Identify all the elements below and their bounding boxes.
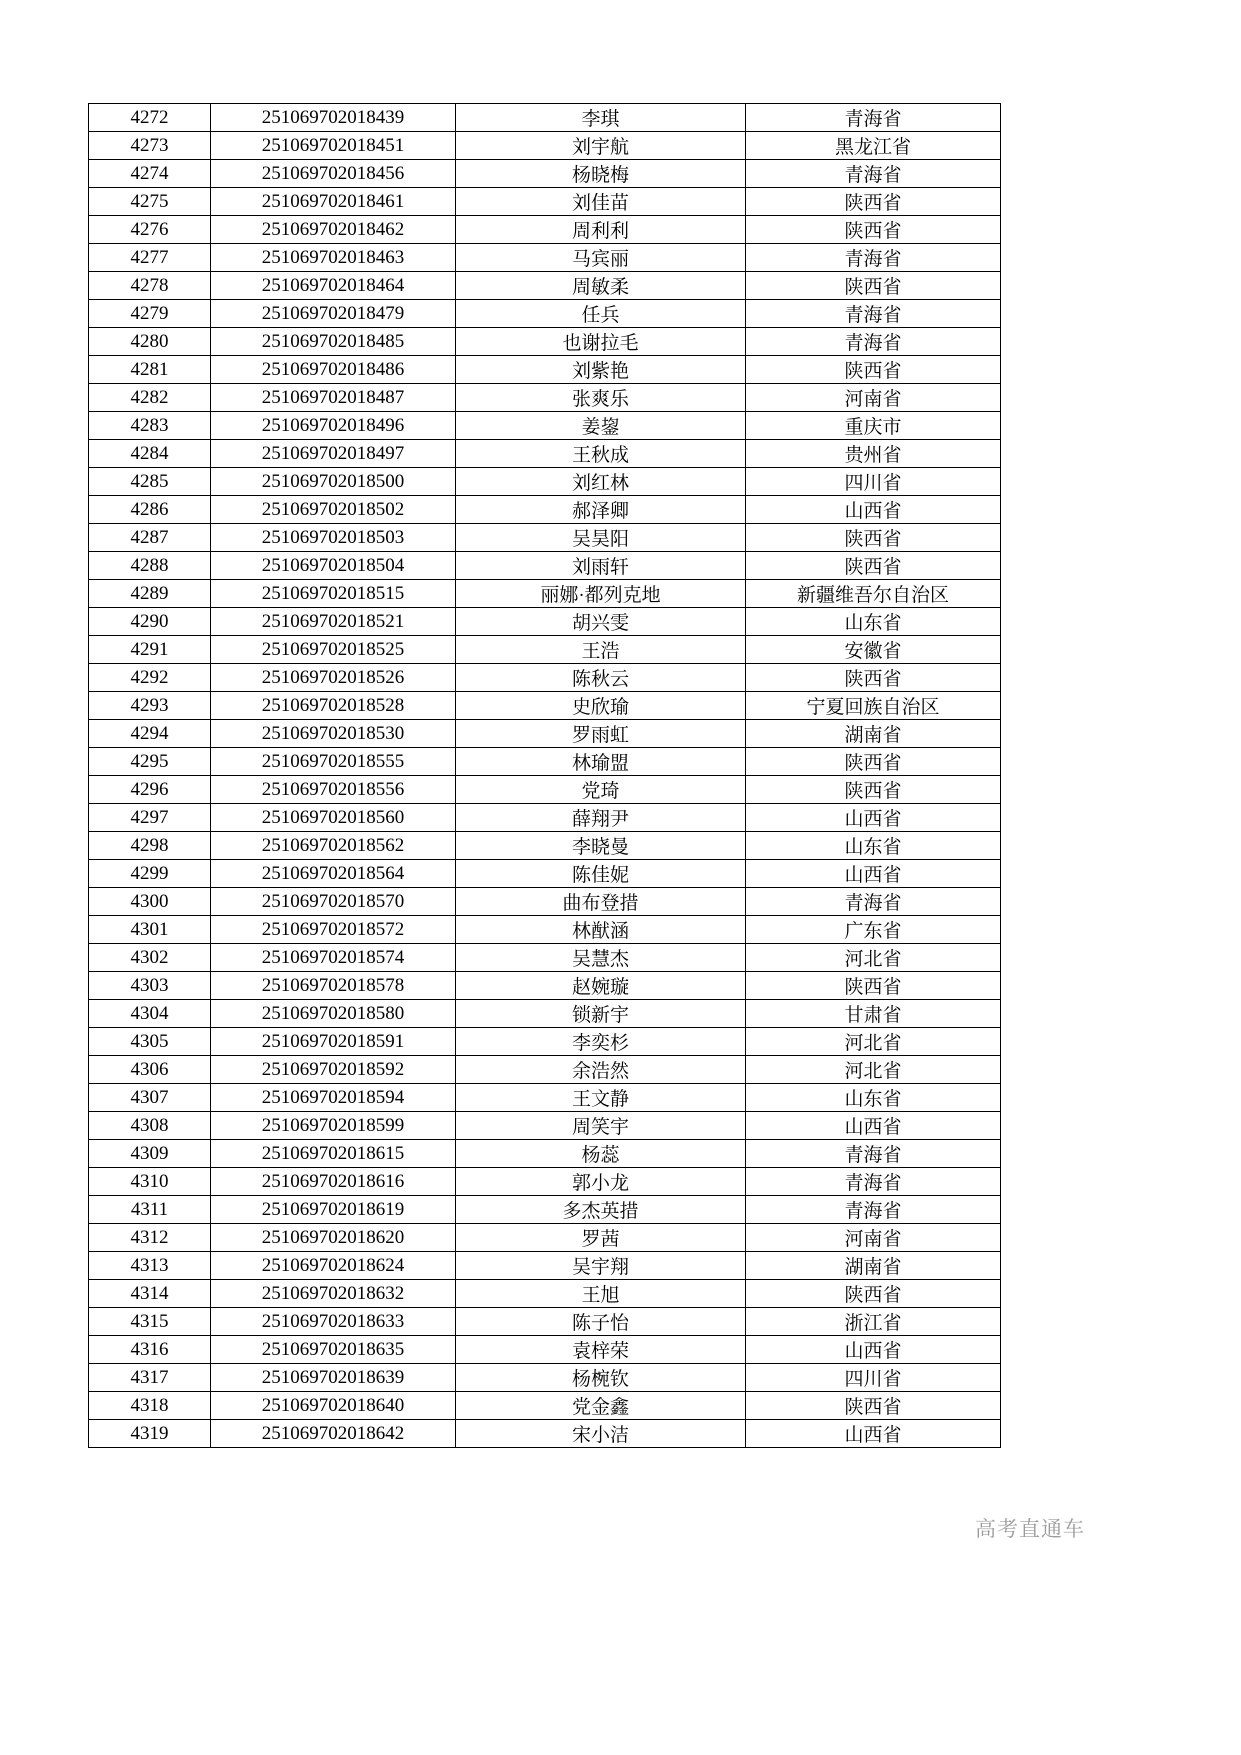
table-row bbox=[89, 692, 1001, 720]
cell-index: 4293 bbox=[89, 692, 211, 720]
cell-index: 4281 bbox=[89, 356, 211, 384]
cell-name: 周利利 bbox=[456, 216, 746, 244]
cell-name: 宋小洁 bbox=[456, 1420, 746, 1448]
cell-index: 4306 bbox=[89, 1056, 211, 1084]
cell-name: 刘佳苗 bbox=[456, 188, 746, 216]
cell-exam_number: 251069702018497 bbox=[211, 440, 456, 468]
cell-province: 陕西省 bbox=[746, 272, 1001, 300]
cell-province: 青海省 bbox=[746, 244, 1001, 272]
table-row bbox=[89, 1196, 1001, 1224]
cell-name: 罗茜 bbox=[456, 1224, 746, 1252]
cell-exam_number: 251069702018555 bbox=[211, 748, 456, 776]
table-row bbox=[89, 328, 1001, 356]
cell-exam_number: 251069702018521 bbox=[211, 608, 456, 636]
cell-name: 马宾丽 bbox=[456, 244, 746, 272]
cell-name: 史欣瑜 bbox=[456, 692, 746, 720]
cell-province: 陕西省 bbox=[746, 972, 1001, 1000]
cell-name: 党金鑫 bbox=[456, 1392, 746, 1420]
cell-exam_number: 251069702018620 bbox=[211, 1224, 456, 1252]
table-row bbox=[89, 1028, 1001, 1056]
cell-index: 4277 bbox=[89, 244, 211, 272]
cell-exam_number: 251069702018594 bbox=[211, 1084, 456, 1112]
table-row bbox=[89, 272, 1001, 300]
cell-index: 4287 bbox=[89, 524, 211, 552]
cell-name: 刘宇航 bbox=[456, 132, 746, 160]
cell-exam_number: 251069702018503 bbox=[211, 524, 456, 552]
table-row bbox=[89, 1280, 1001, 1308]
cell-index: 4286 bbox=[89, 496, 211, 524]
cell-province: 湖南省 bbox=[746, 720, 1001, 748]
cell-name: 杨椀钦 bbox=[456, 1364, 746, 1392]
table-row bbox=[89, 1140, 1001, 1168]
cell-province: 山西省 bbox=[746, 804, 1001, 832]
cell-name: 薛翔尹 bbox=[456, 804, 746, 832]
table-row bbox=[89, 1056, 1001, 1084]
cell-name: 李琪 bbox=[456, 104, 746, 132]
table-row bbox=[89, 496, 1001, 524]
cell-province: 山西省 bbox=[746, 1336, 1001, 1364]
cell-name: 任兵 bbox=[456, 300, 746, 328]
cell-name: 吴宇翔 bbox=[456, 1252, 746, 1280]
table-row bbox=[89, 776, 1001, 804]
cell-province: 重庆市 bbox=[746, 412, 1001, 440]
cell-index: 4276 bbox=[89, 216, 211, 244]
cell-index: 4285 bbox=[89, 468, 211, 496]
cell-exam_number: 251069702018639 bbox=[211, 1364, 456, 1392]
cell-index: 4307 bbox=[89, 1084, 211, 1112]
cell-exam_number: 251069702018504 bbox=[211, 552, 456, 580]
cell-exam_number: 251069702018615 bbox=[211, 1140, 456, 1168]
cell-name: 杨晓梅 bbox=[456, 160, 746, 188]
cell-index: 4282 bbox=[89, 384, 211, 412]
cell-index: 4309 bbox=[89, 1140, 211, 1168]
table-row bbox=[89, 132, 1001, 160]
cell-exam_number: 251069702018461 bbox=[211, 188, 456, 216]
cell-exam_number: 251069702018574 bbox=[211, 944, 456, 972]
cell-exam_number: 251069702018619 bbox=[211, 1196, 456, 1224]
table-row bbox=[89, 1084, 1001, 1112]
table-row bbox=[89, 468, 1001, 496]
table-row bbox=[89, 1308, 1001, 1336]
table-row bbox=[89, 1392, 1001, 1420]
table-row bbox=[89, 804, 1001, 832]
cell-exam_number: 251069702018572 bbox=[211, 916, 456, 944]
table-row bbox=[89, 972, 1001, 1000]
table-row bbox=[89, 1364, 1001, 1392]
cell-province: 陕西省 bbox=[746, 552, 1001, 580]
table-row bbox=[89, 524, 1001, 552]
cell-province: 四川省 bbox=[746, 1364, 1001, 1392]
cell-index: 4302 bbox=[89, 944, 211, 972]
cell-name: 刘雨轩 bbox=[456, 552, 746, 580]
cell-exam_number: 251069702018464 bbox=[211, 272, 456, 300]
cell-name: 王旭 bbox=[456, 1280, 746, 1308]
cell-index: 4297 bbox=[89, 804, 211, 832]
cell-name: 周笑宇 bbox=[456, 1112, 746, 1140]
cell-exam_number: 251069702018485 bbox=[211, 328, 456, 356]
cell-exam_number: 251069702018599 bbox=[211, 1112, 456, 1140]
cell-province: 广东省 bbox=[746, 916, 1001, 944]
cell-index: 4279 bbox=[89, 300, 211, 328]
cell-province: 山西省 bbox=[746, 1112, 1001, 1140]
cell-exam_number: 251069702018526 bbox=[211, 664, 456, 692]
cell-index: 4283 bbox=[89, 412, 211, 440]
cell-index: 4305 bbox=[89, 1028, 211, 1056]
table-row bbox=[89, 1112, 1001, 1140]
cell-index: 4314 bbox=[89, 1280, 211, 1308]
cell-name: 林猷涵 bbox=[456, 916, 746, 944]
cell-province: 青海省 bbox=[746, 888, 1001, 916]
cell-exam_number: 251069702018642 bbox=[211, 1420, 456, 1448]
cell-index: 4284 bbox=[89, 440, 211, 468]
cell-province: 四川省 bbox=[746, 468, 1001, 496]
cell-province: 河北省 bbox=[746, 1028, 1001, 1056]
cell-province: 陕西省 bbox=[746, 524, 1001, 552]
cell-index: 4295 bbox=[89, 748, 211, 776]
cell-name: 王文静 bbox=[456, 1084, 746, 1112]
cell-name: 张爽乐 bbox=[456, 384, 746, 412]
cell-index: 4319 bbox=[89, 1420, 211, 1448]
cell-index: 4303 bbox=[89, 972, 211, 1000]
cell-name: 王秋成 bbox=[456, 440, 746, 468]
cell-index: 4288 bbox=[89, 552, 211, 580]
cell-province: 陕西省 bbox=[746, 188, 1001, 216]
cell-exam_number: 251069702018528 bbox=[211, 692, 456, 720]
cell-province: 河南省 bbox=[746, 384, 1001, 412]
table-row bbox=[89, 720, 1001, 748]
cell-province: 山西省 bbox=[746, 496, 1001, 524]
table-row bbox=[89, 216, 1001, 244]
cell-index: 4315 bbox=[89, 1308, 211, 1336]
table-row bbox=[89, 356, 1001, 384]
cell-exam_number: 251069702018556 bbox=[211, 776, 456, 804]
cell-name: 多杰英措 bbox=[456, 1196, 746, 1224]
watermark-text: 高考直通车 bbox=[975, 1518, 1085, 1541]
cell-exam_number: 251069702018479 bbox=[211, 300, 456, 328]
cell-index: 4278 bbox=[89, 272, 211, 300]
cell-index: 4294 bbox=[89, 720, 211, 748]
cell-index: 4280 bbox=[89, 328, 211, 356]
cell-province: 甘肃省 bbox=[746, 1000, 1001, 1028]
cell-index: 4304 bbox=[89, 1000, 211, 1028]
cell-exam_number: 251069702018560 bbox=[211, 804, 456, 832]
table-row bbox=[89, 160, 1001, 188]
cell-exam_number: 251069702018487 bbox=[211, 384, 456, 412]
cell-index: 4274 bbox=[89, 160, 211, 188]
cell-exam_number: 251069702018578 bbox=[211, 972, 456, 1000]
cell-province: 山西省 bbox=[746, 860, 1001, 888]
cell-exam_number: 251069702018456 bbox=[211, 160, 456, 188]
cell-exam_number: 251069702018496 bbox=[211, 412, 456, 440]
cell-exam_number: 251069702018633 bbox=[211, 1308, 456, 1336]
cell-province: 陕西省 bbox=[746, 776, 1001, 804]
table-row bbox=[89, 1420, 1001, 1448]
cell-exam_number: 251069702018632 bbox=[211, 1280, 456, 1308]
table-body bbox=[89, 104, 1001, 1448]
table-row bbox=[89, 300, 1001, 328]
cell-name: 余浩然 bbox=[456, 1056, 746, 1084]
cell-province: 青海省 bbox=[746, 1196, 1001, 1224]
cell-name: 胡兴雯 bbox=[456, 608, 746, 636]
cell-index: 4301 bbox=[89, 916, 211, 944]
cell-exam_number: 251069702018580 bbox=[211, 1000, 456, 1028]
cell-index: 4291 bbox=[89, 636, 211, 664]
cell-name: 曲布登措 bbox=[456, 888, 746, 916]
cell-province: 河南省 bbox=[746, 1224, 1001, 1252]
cell-province: 湖南省 bbox=[746, 1252, 1001, 1280]
cell-province: 安徽省 bbox=[746, 636, 1001, 664]
cell-province: 新疆维吾尔自治区 bbox=[746, 580, 1001, 608]
cell-province: 陕西省 bbox=[746, 216, 1001, 244]
cell-province: 陕西省 bbox=[746, 1392, 1001, 1420]
cell-exam_number: 251069702018515 bbox=[211, 580, 456, 608]
candidate-roster-table bbox=[88, 103, 1001, 1448]
cell-province: 山西省 bbox=[746, 1420, 1001, 1448]
cell-province: 青海省 bbox=[746, 104, 1001, 132]
cell-exam_number: 251069702018486 bbox=[211, 356, 456, 384]
cell-province: 河北省 bbox=[746, 1056, 1001, 1084]
table-row bbox=[89, 664, 1001, 692]
cell-name: 郭小龙 bbox=[456, 1168, 746, 1196]
table-row bbox=[89, 608, 1001, 636]
cell-index: 4311 bbox=[89, 1196, 211, 1224]
table-row bbox=[89, 916, 1001, 944]
cell-name: 刘红林 bbox=[456, 468, 746, 496]
table-row bbox=[89, 860, 1001, 888]
cell-province: 浙江省 bbox=[746, 1308, 1001, 1336]
cell-exam_number: 251069702018439 bbox=[211, 104, 456, 132]
table-row bbox=[89, 1168, 1001, 1196]
cell-name: 丽娜·都列克地 bbox=[456, 580, 746, 608]
cell-exam_number: 251069702018616 bbox=[211, 1168, 456, 1196]
cell-name: 刘紫艳 bbox=[456, 356, 746, 384]
table-row bbox=[89, 188, 1001, 216]
cell-exam_number: 251069702018525 bbox=[211, 636, 456, 664]
cell-name: 吴慧杰 bbox=[456, 944, 746, 972]
cell-index: 4290 bbox=[89, 608, 211, 636]
cell-exam_number: 251069702018624 bbox=[211, 1252, 456, 1280]
table-row bbox=[89, 104, 1001, 132]
cell-name: 陈秋云 bbox=[456, 664, 746, 692]
cell-province: 青海省 bbox=[746, 1140, 1001, 1168]
table-row bbox=[89, 440, 1001, 468]
cell-exam_number: 251069702018592 bbox=[211, 1056, 456, 1084]
cell-exam_number: 251069702018640 bbox=[211, 1392, 456, 1420]
cell-province: 陕西省 bbox=[746, 748, 1001, 776]
cell-name: 陈子怡 bbox=[456, 1308, 746, 1336]
cell-name: 王浩 bbox=[456, 636, 746, 664]
cell-name: 李奕杉 bbox=[456, 1028, 746, 1056]
table-row bbox=[89, 244, 1001, 272]
cell-province: 陕西省 bbox=[746, 1280, 1001, 1308]
cell-province: 陕西省 bbox=[746, 664, 1001, 692]
cell-province: 陕西省 bbox=[746, 356, 1001, 384]
cell-province: 河北省 bbox=[746, 944, 1001, 972]
table-row bbox=[89, 944, 1001, 972]
cell-name: 李晓曼 bbox=[456, 832, 746, 860]
table-row bbox=[89, 552, 1001, 580]
cell-province: 山东省 bbox=[746, 1084, 1001, 1112]
cell-index: 4272 bbox=[89, 104, 211, 132]
cell-exam_number: 251069702018451 bbox=[211, 132, 456, 160]
cell-index: 4289 bbox=[89, 580, 211, 608]
cell-name: 袁梓荣 bbox=[456, 1336, 746, 1364]
cell-index: 4313 bbox=[89, 1252, 211, 1280]
cell-province: 青海省 bbox=[746, 160, 1001, 188]
cell-province: 黑龙江省 bbox=[746, 132, 1001, 160]
cell-exam_number: 251069702018502 bbox=[211, 496, 456, 524]
cell-province: 山东省 bbox=[746, 832, 1001, 860]
cell-index: 4292 bbox=[89, 664, 211, 692]
cell-index: 4316 bbox=[89, 1336, 211, 1364]
cell-index: 4300 bbox=[89, 888, 211, 916]
cell-province: 山东省 bbox=[746, 608, 1001, 636]
table-row bbox=[89, 1252, 1001, 1280]
cell-index: 4308 bbox=[89, 1112, 211, 1140]
cell-name: 罗雨虹 bbox=[456, 720, 746, 748]
cell-name: 林瑜盟 bbox=[456, 748, 746, 776]
cell-name: 姜鋆 bbox=[456, 412, 746, 440]
cell-index: 4298 bbox=[89, 832, 211, 860]
table-row bbox=[89, 636, 1001, 664]
table-row bbox=[89, 888, 1001, 916]
cell-name: 陈佳妮 bbox=[456, 860, 746, 888]
cell-name: 杨蕊 bbox=[456, 1140, 746, 1168]
cell-exam_number: 251069702018570 bbox=[211, 888, 456, 916]
cell-province: 青海省 bbox=[746, 1168, 1001, 1196]
cell-name: 周敏柔 bbox=[456, 272, 746, 300]
cell-exam_number: 251069702018462 bbox=[211, 216, 456, 244]
cell-index: 4273 bbox=[89, 132, 211, 160]
cell-exam_number: 251069702018530 bbox=[211, 720, 456, 748]
cell-exam_number: 251069702018564 bbox=[211, 860, 456, 888]
cell-index: 4299 bbox=[89, 860, 211, 888]
cell-name: 党琦 bbox=[456, 776, 746, 804]
table-row bbox=[89, 1000, 1001, 1028]
table-row bbox=[89, 384, 1001, 412]
cell-index: 4275 bbox=[89, 188, 211, 216]
cell-name: 也谢拉毛 bbox=[456, 328, 746, 356]
cell-province: 宁夏回族自治区 bbox=[746, 692, 1001, 720]
cell-name: 郝泽卿 bbox=[456, 496, 746, 524]
cell-province: 青海省 bbox=[746, 328, 1001, 356]
cell-exam_number: 251069702018463 bbox=[211, 244, 456, 272]
table-row bbox=[89, 748, 1001, 776]
cell-exam_number: 251069702018635 bbox=[211, 1336, 456, 1364]
table-row bbox=[89, 832, 1001, 860]
table-row bbox=[89, 412, 1001, 440]
cell-name: 锁新宇 bbox=[456, 1000, 746, 1028]
cell-exam_number: 251069702018500 bbox=[211, 468, 456, 496]
table-row bbox=[89, 580, 1001, 608]
table-row bbox=[89, 1224, 1001, 1252]
cell-index: 4296 bbox=[89, 776, 211, 804]
cell-exam_number: 251069702018591 bbox=[211, 1028, 456, 1056]
cell-name: 吴昊阳 bbox=[456, 524, 746, 552]
cell-index: 4310 bbox=[89, 1168, 211, 1196]
cell-index: 4317 bbox=[89, 1364, 211, 1392]
cell-province: 青海省 bbox=[746, 300, 1001, 328]
cell-name: 赵婉璇 bbox=[456, 972, 746, 1000]
cell-index: 4312 bbox=[89, 1224, 211, 1252]
cell-province: 贵州省 bbox=[746, 440, 1001, 468]
cell-exam_number: 251069702018562 bbox=[211, 832, 456, 860]
table-row bbox=[89, 1336, 1001, 1364]
cell-index: 4318 bbox=[89, 1392, 211, 1420]
